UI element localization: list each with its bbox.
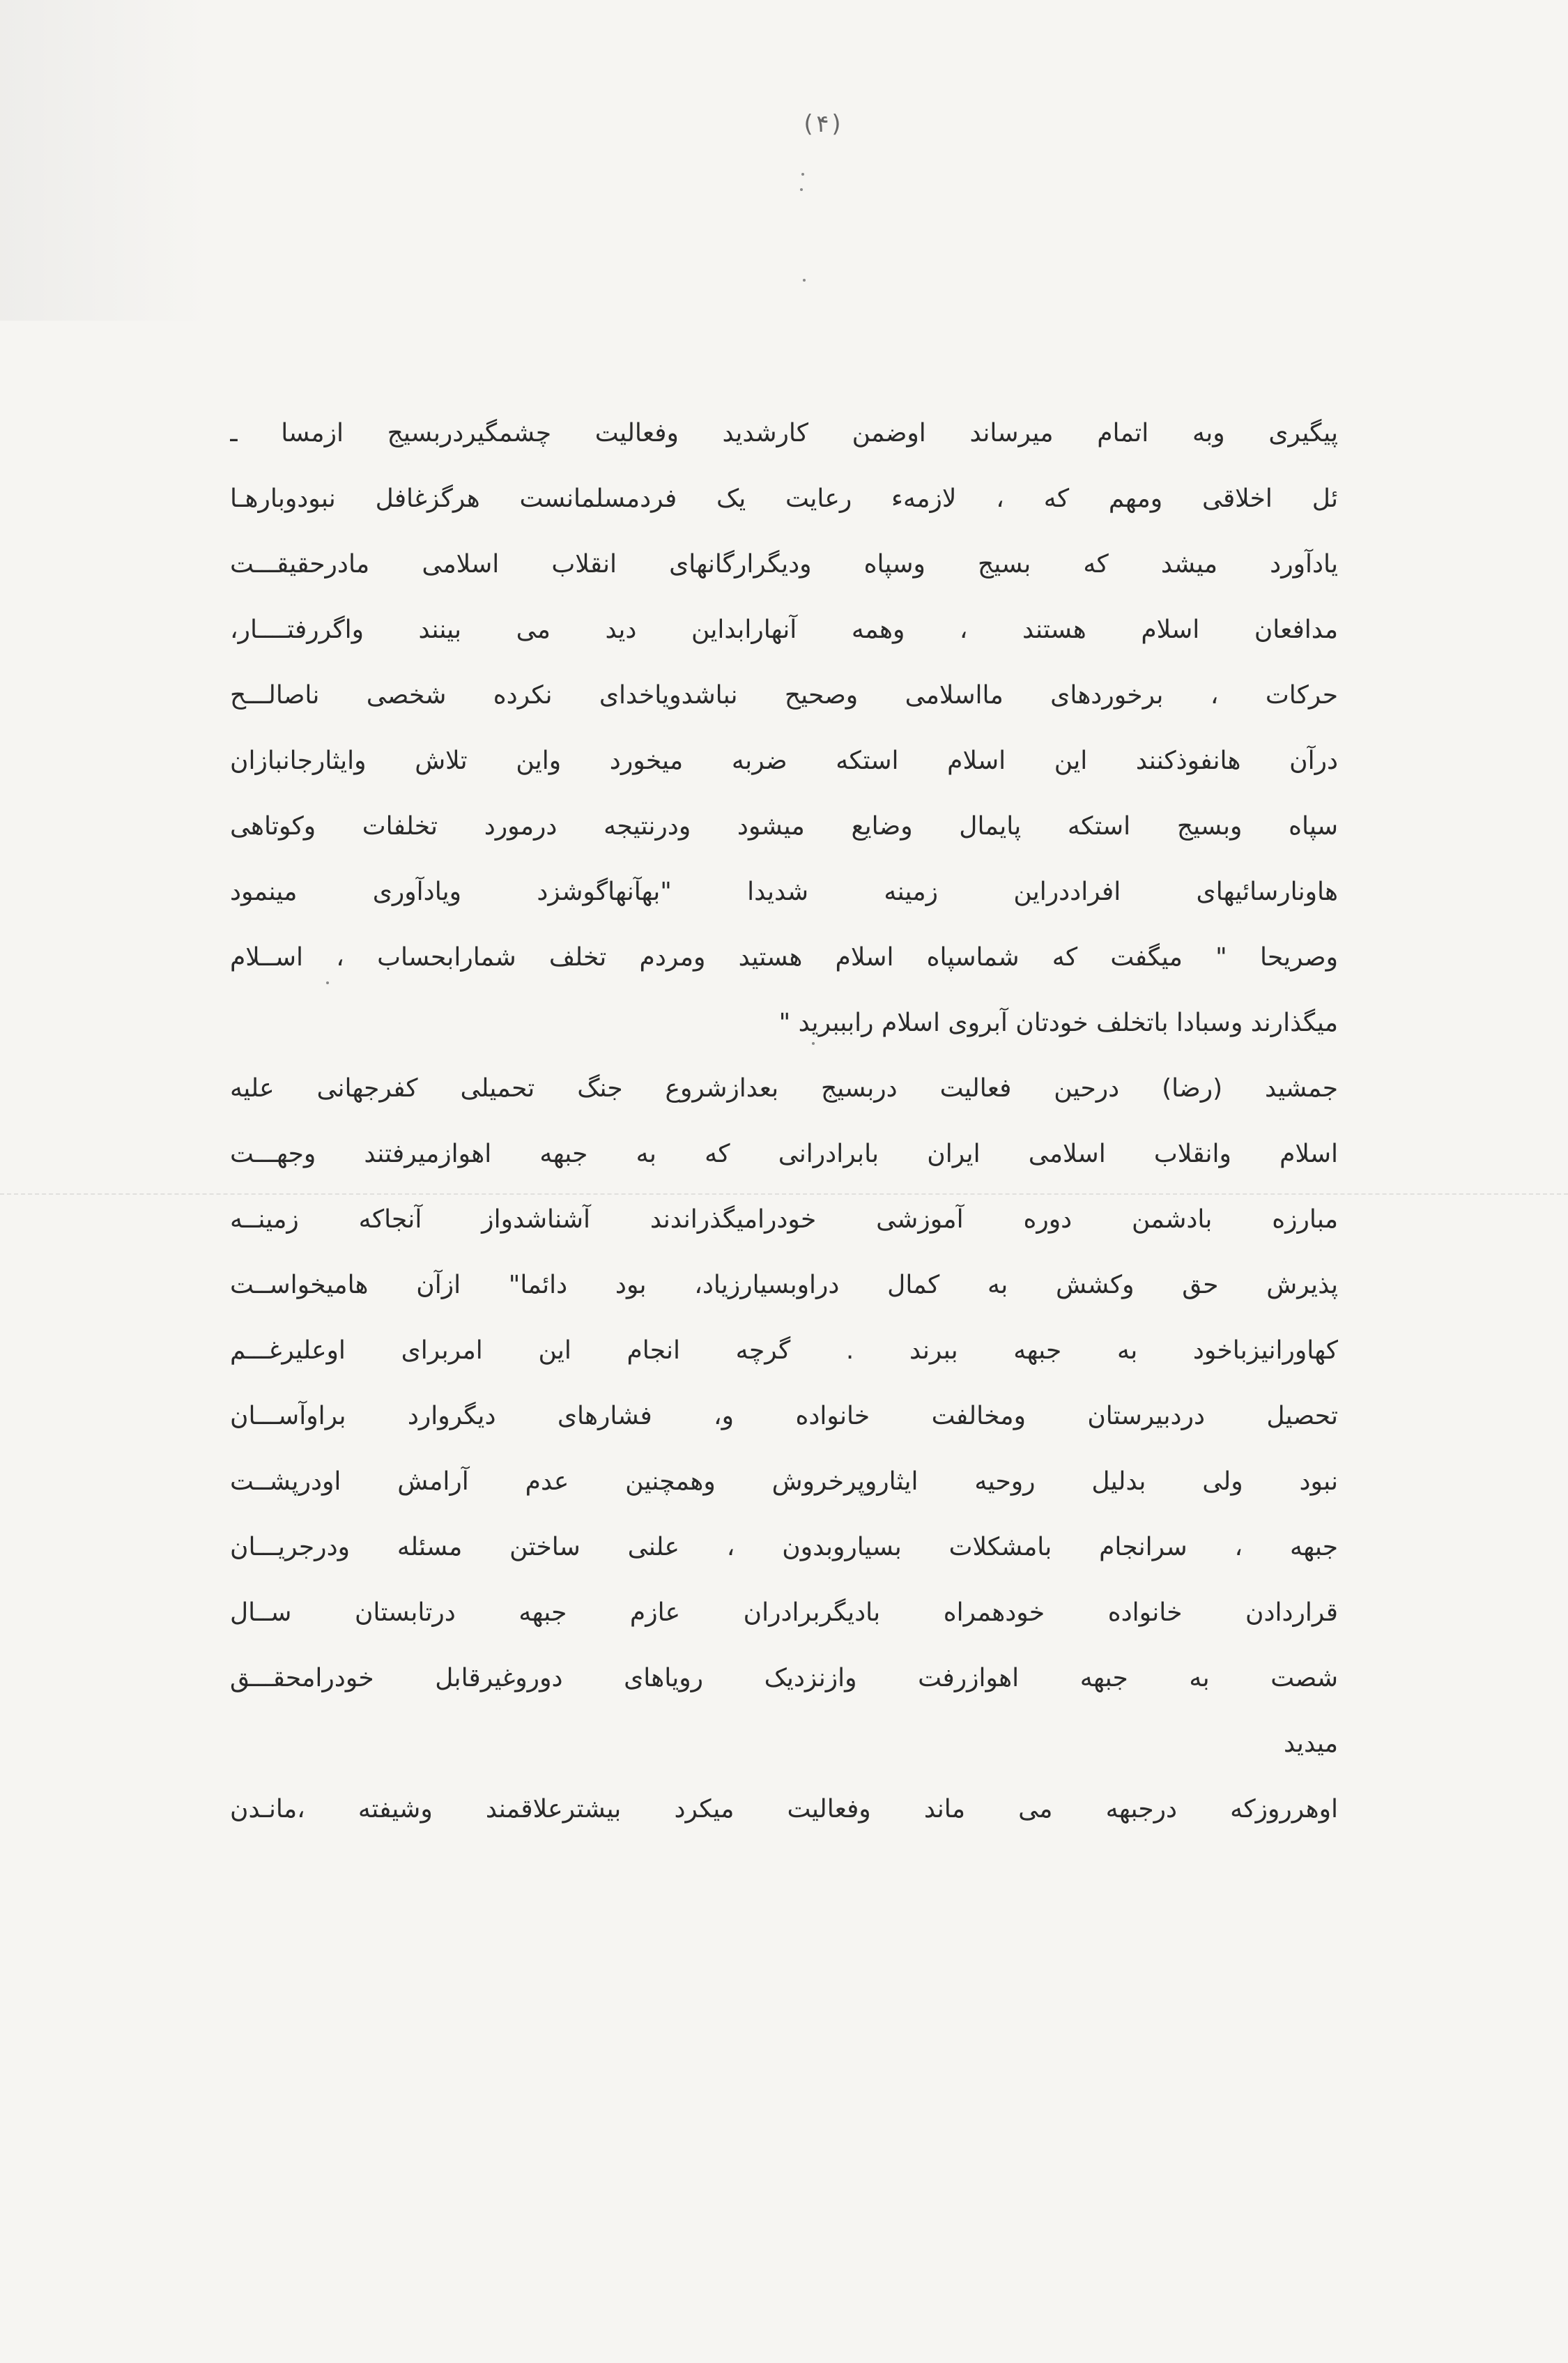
- text-line: پذیرش حق وکشش به کمال دراوبسیارزیاد، بود دائما" ازآن هامیخواســت: [230, 1271, 1338, 1299]
- body-text: [230, 401, 1338, 1842]
- text-line: اسلام وانقلاب اسلامی ایران بابرادرانی که به جبهه اهوازمیرفتند وجهـــت: [230, 1140, 1338, 1168]
- text-line: کهاورانیزباخود به جبهه ببرند . گرچه انجام این امربرای اوعلیرغـــم: [230, 1336, 1338, 1365]
- text-line: جبهه ، سرانجام بامشکلات بسیاروبدون ، علنی ساختن مسئله ودرجریـــان: [230, 1533, 1338, 1561]
- scan-speck: [803, 279, 806, 282]
- text-line: تحصیل دردبیرستان ومخالفت خانواده و، فشارهای دیگروارد براوآســـان: [230, 1402, 1338, 1430]
- text-line: شصت به جبهه اهوازرفت وازنزدیک رویاهای دوروغیرقابل خودرامحقـــق: [230, 1664, 1338, 1692]
- text-line: یادآورد میشد که بسیج وسپاه ودیگرارگانهای انقلاب اسلامی مادرحقیقـــت: [230, 550, 1338, 579]
- text-line: درآن هانفوذکنند این اسلام استکه ضربه میخورد واین تلاش وایثارجانبازان: [230, 747, 1338, 775]
- text-line: هاونارسائیهای افراددراین زمینه شدیدا "بهآنهاگوشزد ویادآوری مینمود: [230, 878, 1338, 906]
- text-line: ئل اخلاقی ومهم که ، لازمهء رعایت یک فردمسلمانست هرگزغافل نبودوبارهـا: [230, 484, 1338, 513]
- scan-speck: [801, 173, 804, 176]
- text-line: حرکات ، برخوردهای مااسلامی وصحیح نباشدویاخدای نکرده شخصی ناصالـــح: [230, 681, 1338, 710]
- text-line: قراردادن خانواده خودهمراه بادیگربرادران عازم جبهه درتابستان ســال: [230, 1598, 1338, 1627]
- text-line: مدافعان اسلام هستند ، وهمه آنهارابداین دید می بینند واگررفتــــار،: [230, 615, 1338, 644]
- scan-shadow: [0, 0, 209, 321]
- text-line: اوهرروزکه درجبهه می ماند وفعالیت میکرد بیشترعلاقمند وشیفته ،مانـدن: [230, 1795, 1338, 1823]
- text-line: پیگیری وبه اتمام میرساند اوضمن کارشدید وفعالیت چشمگیردربسیج ازمسا ـ: [230, 419, 1338, 448]
- page-number: (۴): [801, 110, 844, 138]
- text-line: مبارزه بادشمن دوره آموزشی خودرامیگذراندند آشناشدواز آنجاکه زمینــه: [230, 1205, 1338, 1234]
- text-line: جمشید (رضا) درحین فعالیت دربسیج بعدازشروع جنگ تحمیلی کفرجهانی علیه: [230, 1074, 1338, 1103]
- text-line: میدید: [1284, 1729, 1338, 1758]
- text-line: نبود ولی بدلیل روحیه ایثاروپرخروش وهمچنین عدم آرامش اودرپشــت: [230, 1467, 1338, 1496]
- text-line: وصریحا " میگفت که شماسپاه اسلام هستید ومردم تخلف شمارابحساب ، اســلام: [230, 943, 1338, 972]
- scan-speck: [800, 188, 803, 191]
- text-line: میگذارند وسبادا باتخلف خودتان آبروی اسلام رابببرید ": [778, 1009, 1338, 1037]
- text-line: سپاه وبسیج استکه پایمال وضایع میشود ودرنتیجه درمورد تخلفات وکوتاهی: [230, 812, 1338, 841]
